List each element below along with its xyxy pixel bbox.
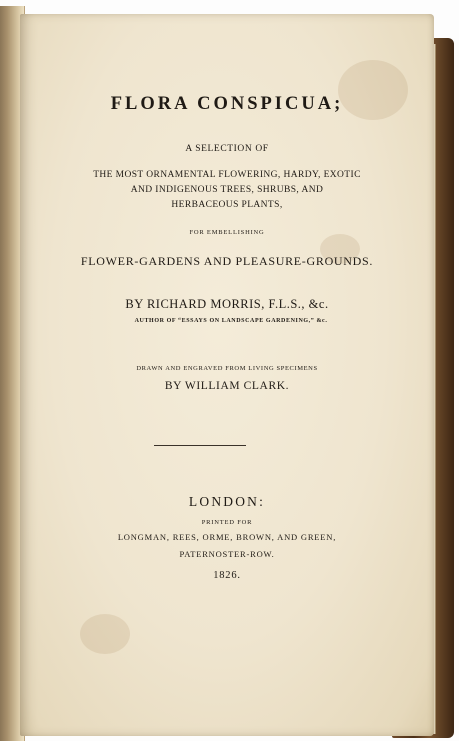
- title-page: [20, 14, 434, 736]
- artist-line: BY WILLIAM CLARK.: [164, 380, 290, 392]
- drawn-engraved-line: DRAWN AND ENGRAVED FROM LIVING SPECIMENS: [136, 365, 318, 372]
- gardens-line: FLOWER-GARDENS AND PLEASURE-GROUNDS.: [80, 254, 374, 268]
- subtitle-line: THE MOST ORNAMENTAL FLOWERING, HARDY, EXOTIC: [93, 170, 361, 180]
- author-line: BY RICHARD MORRIS, F.L.S., &c.: [125, 297, 329, 311]
- foxing-stain: [80, 614, 130, 654]
- for-embellishing-line: FOR EMBELLISHING: [189, 229, 265, 236]
- publisher-address: PATERNOSTER-ROW.: [179, 549, 275, 559]
- publication-year: 1826.: [213, 570, 241, 581]
- author-note: AUTHOR OF “ESSAYS ON LANDSCAPE GARDENING,” &c.: [134, 318, 328, 324]
- publication-place: LONDON:: [188, 494, 266, 509]
- book-title: FLORA CONSPICUA;: [110, 94, 344, 114]
- divider-rule: [154, 445, 246, 446]
- printed-for-line: PRINTED FOR: [201, 519, 253, 526]
- subtitle-block: [20, 168, 434, 213]
- subtitle-line: HERBACEOUS PLANTS,: [171, 200, 283, 210]
- subtitle-lead: A SELECTION OF: [185, 144, 269, 154]
- subtitle-line: AND INDIGENOUS TREES, SHRUBS, AND: [130, 185, 324, 195]
- publisher-line: LONGMAN, REES, ORME, BROWN, AND GREEN,: [117, 532, 337, 542]
